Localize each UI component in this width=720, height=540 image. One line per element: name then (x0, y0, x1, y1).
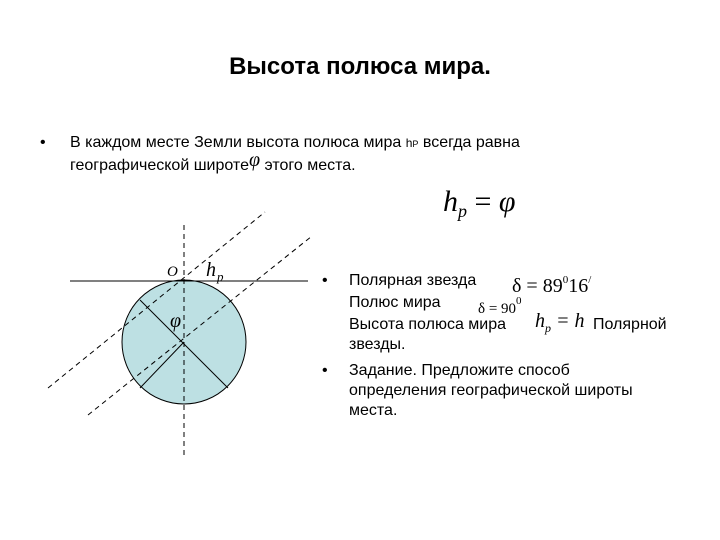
phi-symbol: φ (248, 149, 261, 171)
bullet1-text-c: географической широте (70, 157, 249, 174)
pole-height-equation: $h_p = h$ (535, 310, 585, 335)
slide-title: Высота полюса мира. (229, 53, 491, 80)
bullet1-text-d: этого места. (260, 157, 356, 174)
pole-height-label: Высота полюса мира (349, 316, 507, 333)
bullet1-text-a: В каждом месте Земли высота полюса мира (70, 134, 406, 151)
polaris-tail: Полярной (593, 316, 667, 333)
hp-symbol: hP (405, 136, 419, 150)
label-h-sub: p (217, 269, 224, 284)
task-statement: Задание. Предложите способ определения географической широты места. (349, 362, 633, 419)
formula-hp-equals-phi: $h_p = \varphi$ (443, 185, 516, 221)
polaris-star-label: Полярная звезда (349, 272, 477, 289)
bullet-marker: • (322, 272, 328, 289)
bullet1-text-b: всегда равна (418, 134, 520, 151)
polaris-declination: $\delta = 89^016^/$ (512, 274, 592, 297)
bullet-marker: • (40, 134, 46, 151)
label-o: O (167, 264, 178, 280)
polaris-line4: звезды. (349, 336, 406, 353)
bullet-marker: • (322, 362, 328, 379)
label-h: h (206, 259, 216, 281)
label-phi: φ (170, 310, 182, 332)
pole-label: Полюс мира (349, 294, 441, 311)
pole-declination: $\delta = 90^0$ (478, 295, 522, 317)
